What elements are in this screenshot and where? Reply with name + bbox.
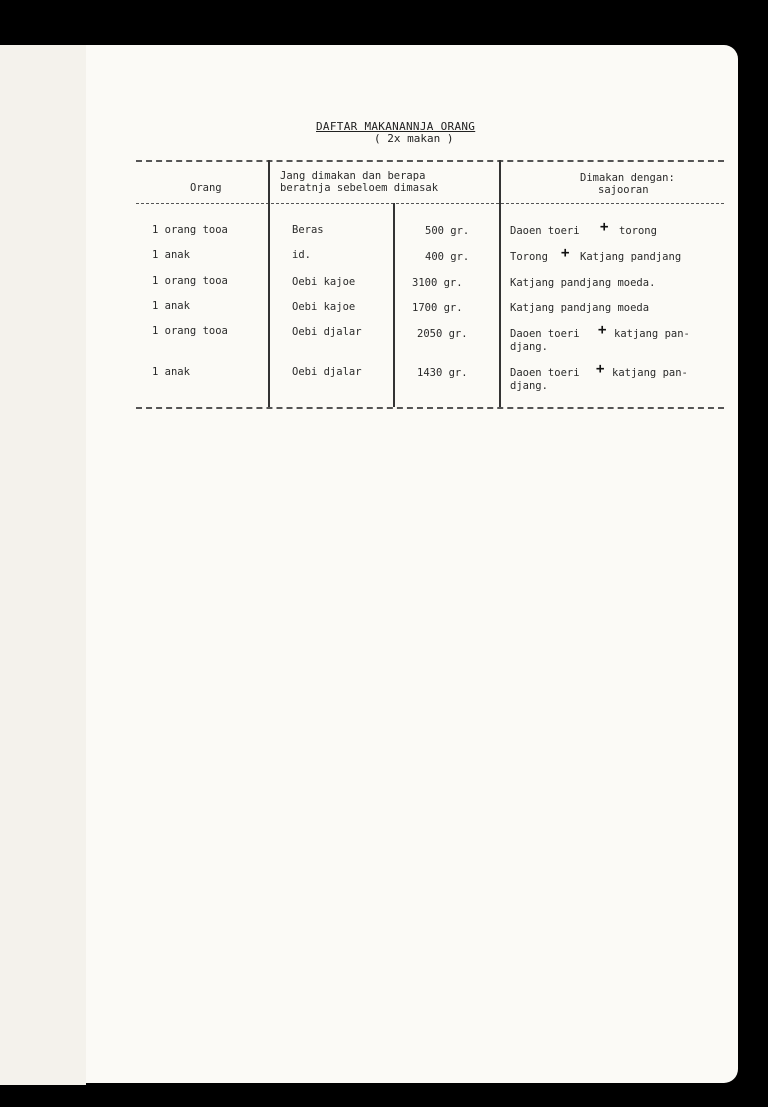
row-1-orang: 1 orang tooa [152, 224, 228, 236]
table-top-rule [136, 160, 724, 162]
table-divider-2 [393, 203, 395, 407]
row-2-sajoor-b: Katjang pandjang [580, 251, 682, 263]
document-page [86, 45, 738, 1083]
row-6-sajoor-b: katjang pan- [612, 367, 688, 379]
row-5-sajoor-c: djang. [510, 341, 548, 353]
row-1-sajoor-a: Daoen toeri [510, 225, 580, 237]
row-1-sajoor-b: torong [619, 225, 657, 237]
header-dimakan-line2: sajooran [598, 184, 649, 196]
row-4-sajoor-a: Katjang pandjang moeda [510, 302, 650, 314]
row-1-plus: + [600, 219, 609, 235]
row-2-sajoor-a: Torong [510, 251, 548, 263]
row-4-orang: 1 anak [152, 300, 190, 312]
row-4-makanan: Oebi kajoe [292, 301, 356, 313]
row-3-makanan: Oebi kajoe [292, 276, 356, 288]
table-bottom-rule [136, 407, 724, 409]
row-1-makanan: Beras [292, 224, 324, 236]
row-5-makanan: Oebi djalar [292, 326, 362, 338]
row-3-sajoor-a: Katjang pandjang moeda. [510, 277, 656, 289]
row-6-sajoor-c: djang. [510, 380, 548, 392]
table-divider-1 [268, 160, 270, 407]
table-header-rule [136, 203, 724, 204]
row-5-sajoor-a: Daoen toeri [510, 328, 580, 340]
row-4-berat: 1700 gr. [412, 302, 463, 314]
row-2-makanan: id. [292, 249, 311, 261]
row-5-plus: + [598, 322, 607, 338]
row-3-berat: 3100 gr. [412, 277, 463, 289]
row-6-sajoor-a: Daoen toeri [510, 367, 580, 379]
header-dimakan-line1: Dimakan dengan: [580, 172, 675, 184]
row-6-orang: 1 anak [152, 366, 190, 378]
table-divider-3 [499, 160, 501, 407]
header-orang: Orang [190, 182, 222, 194]
header-jang-line2: beratnja sebeloem dimasak [280, 182, 439, 194]
row-5-berat: 2050 gr. [417, 328, 468, 340]
left-page-strip [0, 45, 86, 1085]
row-6-makanan: Oebi djalar [292, 366, 362, 378]
row-5-sajoor-b: katjang pan- [614, 328, 690, 340]
document-title: DAFTAR MAKANANNJA ORANG [316, 120, 476, 133]
row-2-plus: + [561, 245, 570, 261]
row-2-berat: 400 gr. [425, 251, 470, 263]
row-6-plus: + [596, 361, 605, 377]
row-1-berat: 500 gr. [425, 225, 470, 237]
row-2-orang: 1 anak [152, 249, 190, 261]
row-6-berat: 1430 gr. [417, 367, 468, 379]
header-jang-line1: Jang dimakan dan berapa [280, 170, 426, 182]
document-subtitle: ( 2x makan ) [374, 132, 454, 145]
row-3-orang: 1 orang tooa [152, 275, 228, 287]
row-5-orang: 1 orang tooa [152, 325, 228, 337]
